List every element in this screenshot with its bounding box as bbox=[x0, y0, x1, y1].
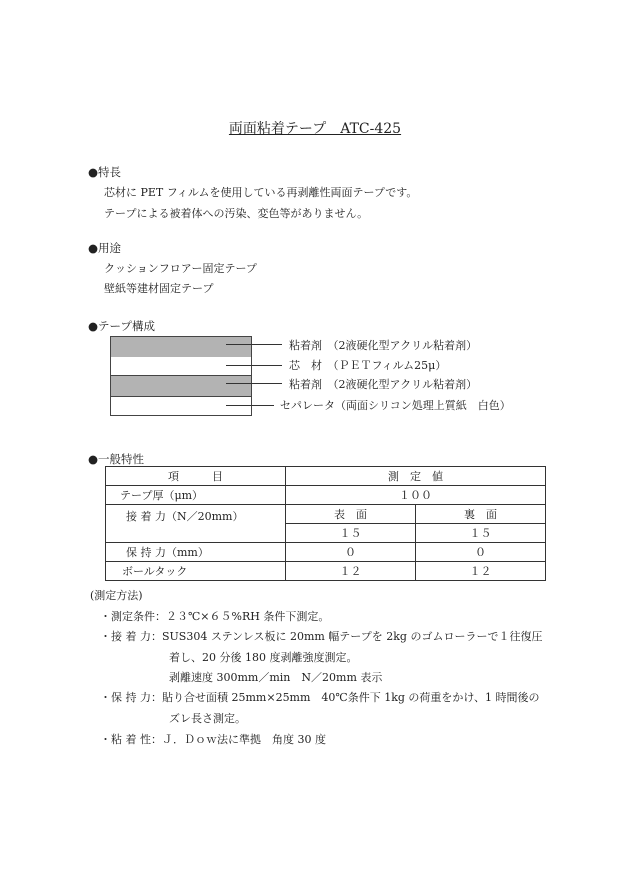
layer-label: セパレータ（両面シリコン処理上質紙 白色） bbox=[280, 399, 511, 412]
leader-line bbox=[226, 344, 282, 345]
leader-line bbox=[226, 365, 282, 366]
table-row bbox=[106, 486, 546, 505]
row-label: 接 着 力（N／20mm） bbox=[106, 505, 286, 543]
table-header-row bbox=[106, 467, 546, 486]
layer-label: 粘着剤 （2液硬化型アクリル粘着剤） bbox=[289, 339, 478, 352]
uses-heading: ●用途 bbox=[88, 241, 122, 255]
method-holding-cont: ズレ長さ測定。 bbox=[169, 712, 246, 725]
subheader-back: 裏 面 bbox=[416, 505, 546, 524]
row-label: ボールタック bbox=[106, 562, 286, 581]
structure-heading: ●テープ構成 bbox=[88, 319, 155, 333]
layer-separator bbox=[110, 396, 252, 416]
features-heading: ●特長 bbox=[88, 165, 122, 179]
layer-adhesive-top bbox=[110, 336, 252, 358]
layer-core bbox=[110, 357, 252, 375]
table-row bbox=[106, 543, 546, 562]
method-adhesion-cont: 剥離速度 300mm／min N／20mm 表示 bbox=[169, 671, 383, 684]
cell-value: １５ bbox=[286, 524, 416, 543]
document-title: 両面粘着テープ ATC-425 bbox=[228, 121, 402, 137]
row-label: テープ厚（μm） bbox=[106, 486, 286, 505]
uses-line: クッションフロアー固定テープ bbox=[104, 262, 257, 275]
cell-value: １２ bbox=[286, 562, 416, 581]
method-tack: ・粘 着 性：Ｊ．Ｄｏｗ法に準拠 角度 30 度 bbox=[100, 733, 326, 746]
cell-value: １２ bbox=[416, 562, 546, 581]
subheader-front: 表 面 bbox=[286, 505, 416, 524]
features-line: 芯材に PET フィルムを使用している再剥離性両面テープです。 bbox=[104, 186, 418, 199]
row-label: 保 持 力（mm） bbox=[106, 543, 286, 562]
layer-adhesive-bottom bbox=[110, 375, 252, 397]
properties-table bbox=[105, 466, 546, 581]
method-adhesion: ・接 着 力：SUS304 ステンレス板に 20mm 幅テープを 2kg のゴムローラーで１往復圧 bbox=[100, 630, 543, 643]
layer-label: 粘着剤 （2液硬化型アクリル粘着剤） bbox=[289, 378, 478, 391]
cell-value: ０ bbox=[416, 543, 546, 562]
layer-label: 芯 材 （ＰＥＴフィルム25μ） bbox=[289, 359, 447, 372]
cell-value: １５ bbox=[416, 524, 546, 543]
table-row bbox=[106, 562, 546, 581]
general-heading: ●一般特性 bbox=[88, 452, 145, 466]
leader-line bbox=[226, 383, 282, 384]
features-line: テープによる被着体への汚染、変色等がありません。 bbox=[104, 207, 369, 220]
table-row bbox=[106, 505, 546, 524]
uses-line: 壁紙等建材固定テープ bbox=[104, 282, 214, 295]
cell-value: １００ bbox=[286, 486, 546, 505]
leader-line bbox=[226, 405, 274, 406]
method-conditions: ・測定条件：２３℃×６５%RH 条件下測定。 bbox=[100, 610, 330, 623]
column-header-value: 測 定 値 bbox=[286, 467, 546, 486]
methods-heading: (測定方法) bbox=[90, 589, 143, 602]
cell-value: ０ bbox=[286, 543, 416, 562]
column-header-item: 項 目 bbox=[106, 467, 286, 486]
method-adhesion-cont: 着し、20 分後 180 度剥離強度測定。 bbox=[169, 651, 358, 664]
method-holding: ・保 持 力：貼り合せ面積 25mm×25mm 40℃条件下 1kg の荷重をかけ、1 時間後の bbox=[100, 691, 540, 704]
